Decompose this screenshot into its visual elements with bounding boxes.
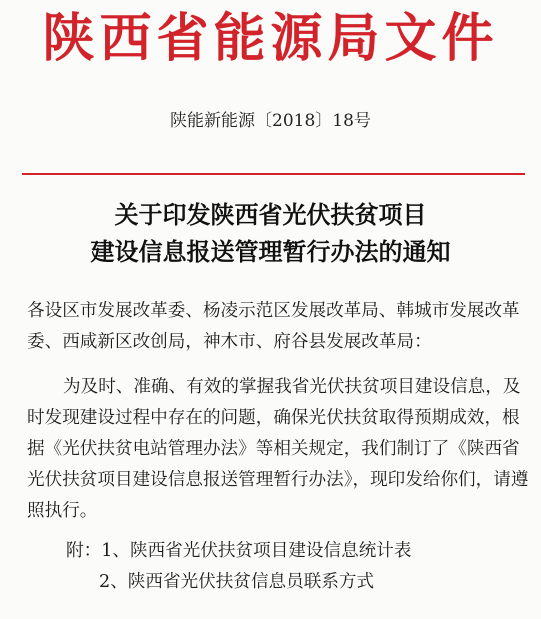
issuer-header-title: 陕西省能源局文件 xyxy=(42,8,499,69)
document-number: 陕能新能源〔2018〕18号 xyxy=(170,111,371,131)
notice-title-line-1: 关于印发陕西省光伏扶贫项目 xyxy=(114,200,427,229)
main-paragraph xyxy=(27,372,527,527)
paragraph-line-5: 照执行。 xyxy=(27,501,98,521)
attachment-item-1: 附：1、陕西省光伏扶贫项目建设信息统计表 xyxy=(66,541,412,561)
attachments-list xyxy=(66,536,411,598)
addressee-line-1: 各设区市发展改革委、杨凌示范区发展改革局、韩城市发展改革 xyxy=(27,301,520,321)
notice-title-line-2: 建设信息报送管理暂行办法的通知 xyxy=(90,237,451,266)
red-divider-line xyxy=(22,173,525,175)
paragraph-line-4: 光伏扶贫项目建设信息报送管理暂行办法》，现印发给你们，请遵 xyxy=(27,470,529,490)
addressee-line-2: 委、西咸新区改创局，神木市、府谷县发展改革局： xyxy=(27,332,432,352)
notice-title xyxy=(0,196,541,270)
attachment-item-2: 2、陕西省光伏扶贫信息员联系方式 xyxy=(99,572,375,592)
paragraph-line-3: 据《光伏扶贫电站管理办法》等相关规定，我们制订了《陕西省 xyxy=(27,439,520,459)
paragraph-line-2: 时发现建设过程中存在的问题，确保光伏扶贫取得预期成效，根 xyxy=(27,408,520,428)
paragraph-line-1: 为及时、准确、有效的掌握我省光伏扶贫项目建设信息，及 xyxy=(63,377,521,397)
addressees xyxy=(27,296,527,358)
